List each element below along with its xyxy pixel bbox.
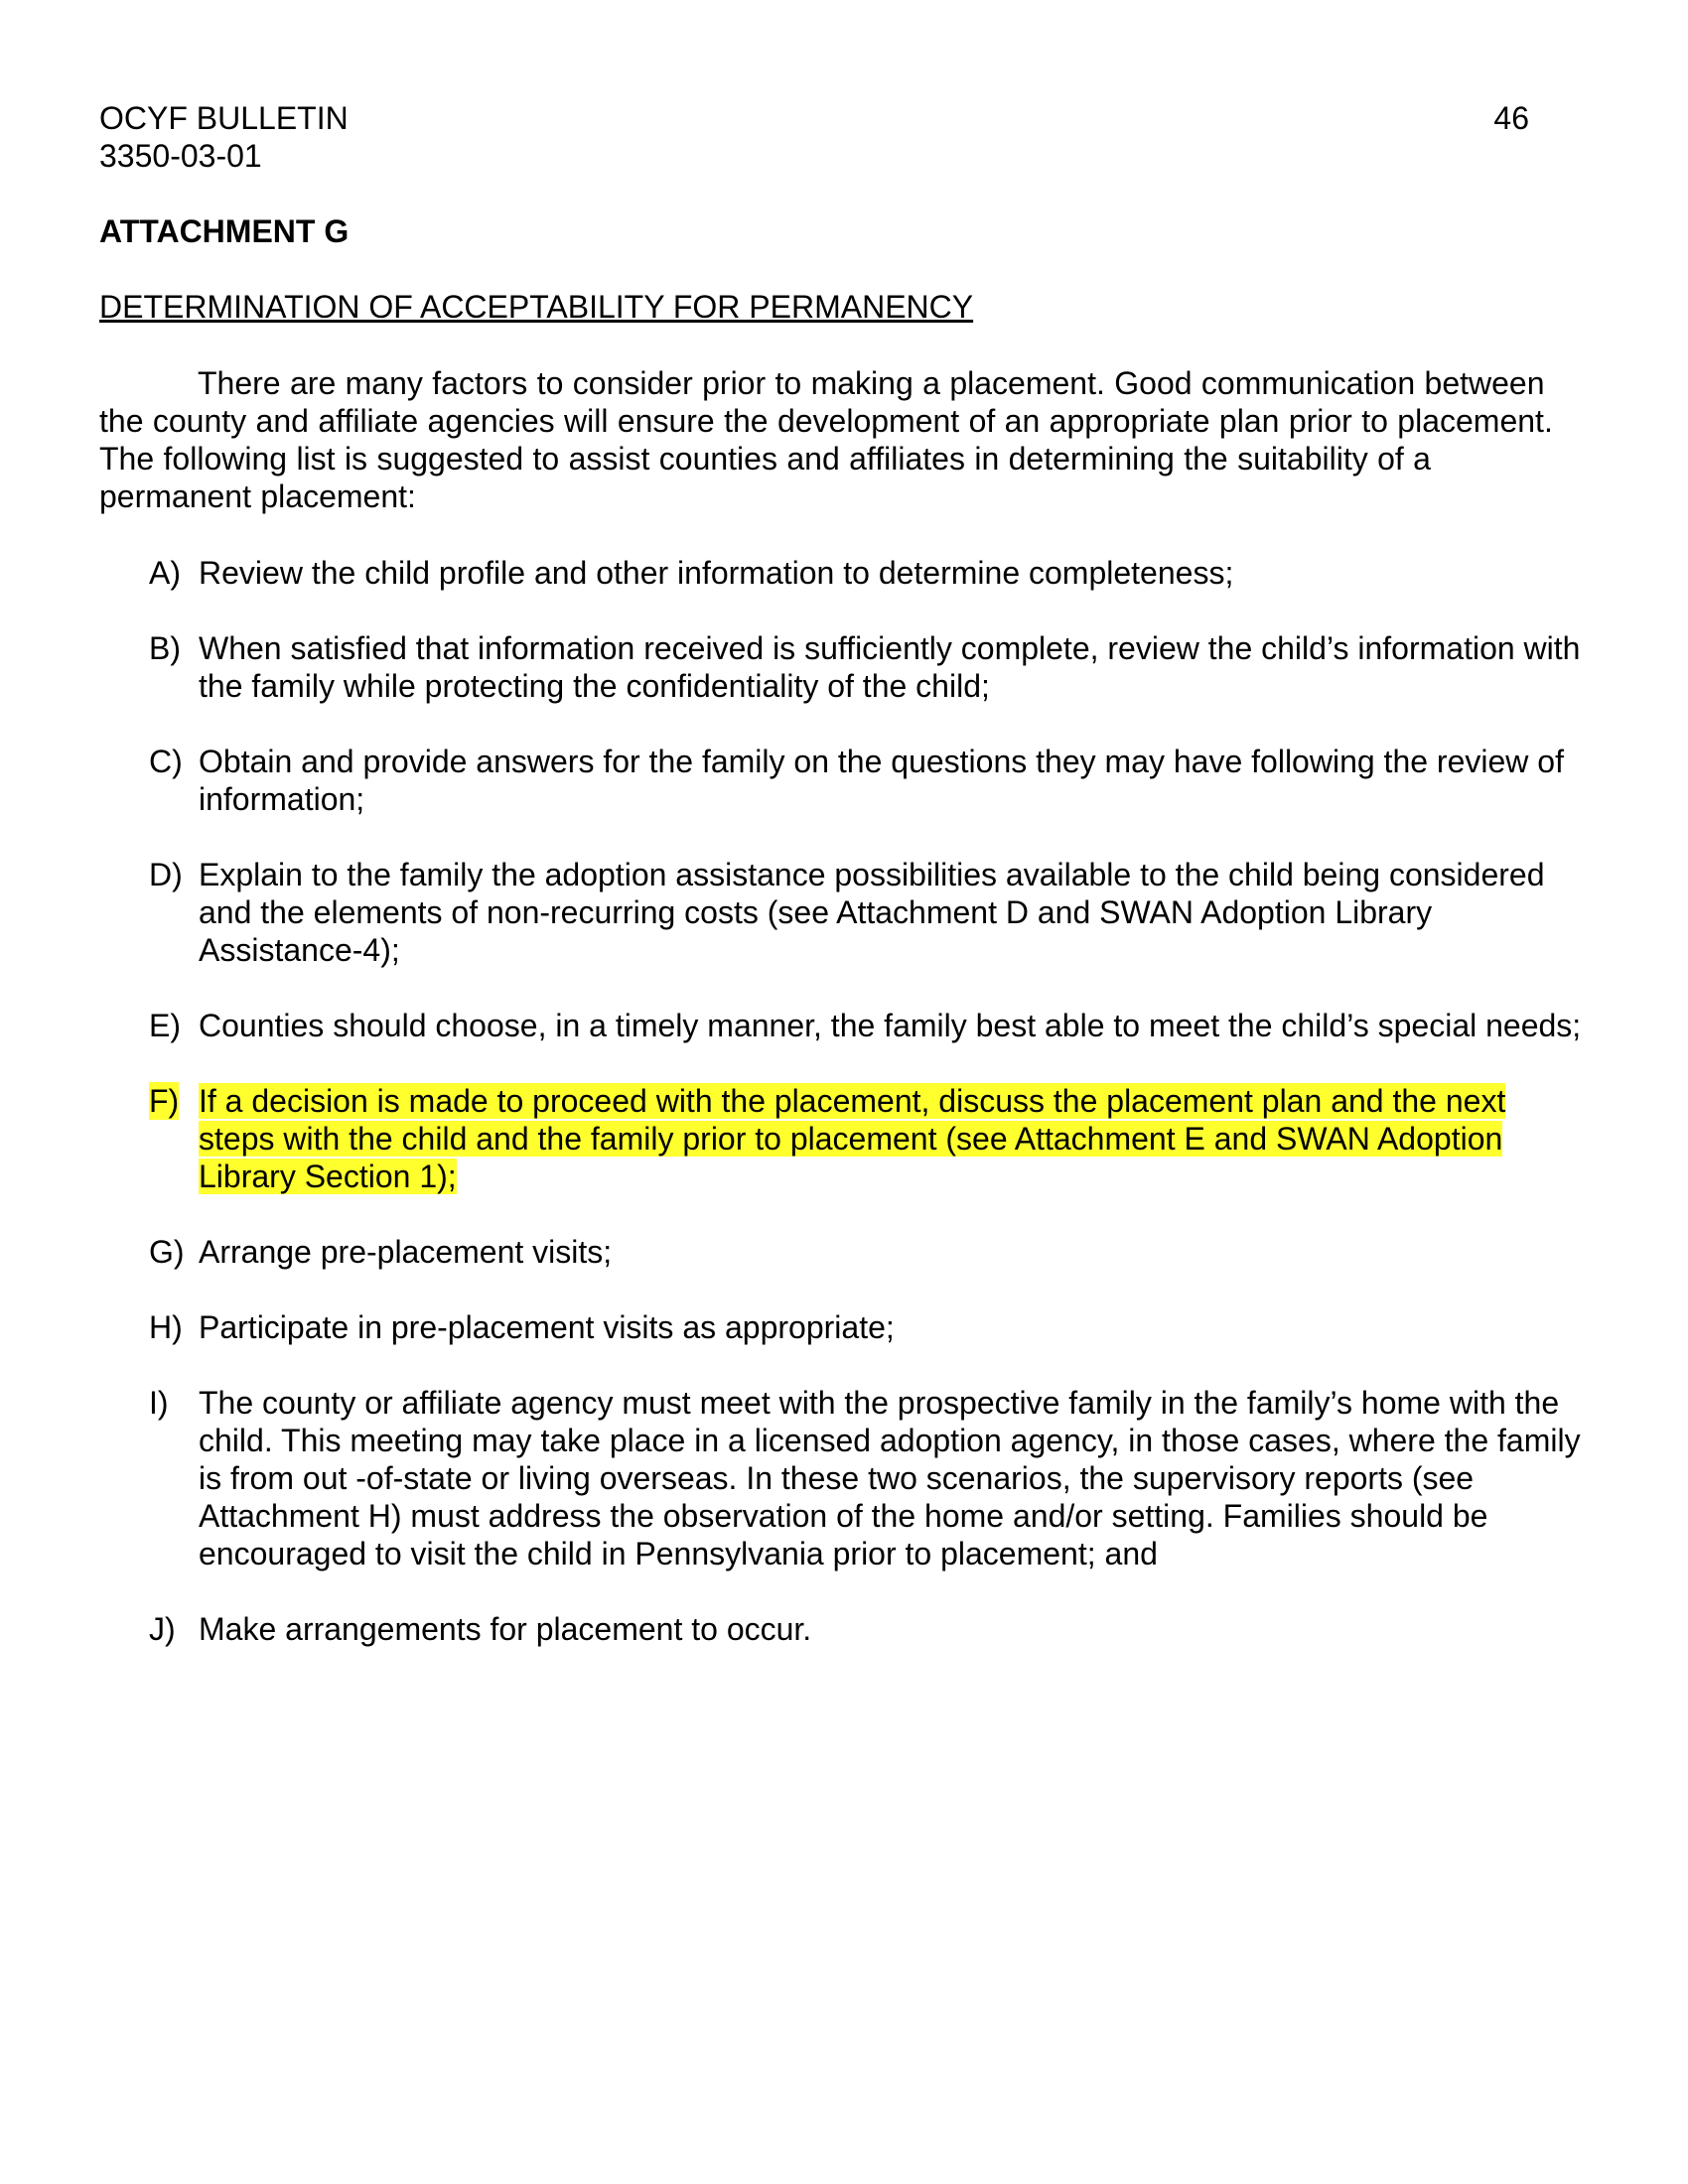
list-item-letter: E) bbox=[149, 1008, 181, 1043]
list-item-text: Review the child profile and other information to determine completeness; bbox=[199, 555, 1234, 591]
list-item-e bbox=[0, 1007, 1589, 1044]
attachment-title: ATTACHMENT G bbox=[99, 213, 350, 249]
list-item-letter: F) bbox=[149, 1083, 180, 1119]
list-item-text: Counties should choose, in a timely manner, the family best able to meet the child’s special needs; bbox=[199, 1008, 1582, 1043]
list-item-text: Explain to the family the adoption assistance possibilities available to the child being considered and the elements of non-recurring costs (see Attachment D and SWAN Adoption Library Assistance-4); bbox=[199, 857, 1545, 968]
list-item-g bbox=[0, 1233, 1589, 1271]
criteria-list bbox=[0, 554, 1688, 1686]
list-item-j bbox=[0, 1610, 1589, 1648]
page-number: 46 bbox=[1493, 100, 1529, 136]
list-item-letter: B) bbox=[149, 630, 181, 666]
document-header bbox=[99, 99, 695, 175]
list-item-letter: G) bbox=[149, 1234, 185, 1270]
list-item-text: When satisfied that information received is sufficiently complete, review the child’s information with the family while protecting the confidentiality of the child; bbox=[199, 630, 1581, 704]
list-item-letter: D) bbox=[149, 857, 183, 892]
list-item-a bbox=[0, 554, 1589, 592]
list-item-text: Participate in pre-placement visits as appropriate; bbox=[199, 1309, 895, 1345]
list-item-text: Make arrangements for placement to occur. bbox=[199, 1611, 812, 1647]
list-item-i bbox=[0, 1384, 1589, 1572]
section-heading: DETERMINATION OF ACCEPTABILITY FOR PERMANENCY bbox=[99, 289, 974, 325]
list-item-f-highlighted bbox=[0, 1082, 1589, 1195]
list-item-text: The county or affiliate agency must meet with the prospective family in the family’s home with the child. This meeting may take place in a licensed adoption agency, in those cases, where the family is from out -of-state or living overseas. In these two scenarios, the supervisory reports (see Attachment H) must address the observation of the home and/or setting. Families should be encouraged to visit the child in Pennsylvania prior to placement; and bbox=[199, 1385, 1581, 1571]
list-item-letter: A) bbox=[149, 555, 181, 591]
bulletin-number: 3350-03-01 bbox=[99, 138, 262, 174]
list-item-letter: H) bbox=[149, 1309, 183, 1345]
list-item-letter: J) bbox=[149, 1611, 176, 1647]
list-item-letter: C) bbox=[149, 744, 183, 779]
list-item-text: Arrange pre-placement visits; bbox=[199, 1234, 613, 1270]
bulletin-label: OCYF BULLETIN bbox=[99, 100, 349, 136]
list-item-h bbox=[0, 1308, 1589, 1346]
list-item-letter: I) bbox=[149, 1385, 169, 1421]
intro-paragraph: There are many factors to consider prior to making a placement. Good communication between the county and affiliate agencies will ensure the development of an appropriate plan prior to placement. The following list is suggested to assist counties and affiliates in determining the suitability of a permanent placement: bbox=[99, 365, 1553, 514]
list-item-text: Obtain and provide answers for the family on the questions they may have following the review of information; bbox=[199, 744, 1564, 817]
list-item-d bbox=[0, 856, 1589, 969]
list-item-c bbox=[0, 743, 1589, 818]
list-item-text-highlighted: If a decision is made to proceed with the placement, discuss the placement plan and the next steps with the child and the family prior to placement (see Attachment E and SWAN Adoption Library Section 1); bbox=[199, 1083, 1506, 1194]
list-item-b bbox=[0, 629, 1589, 705]
